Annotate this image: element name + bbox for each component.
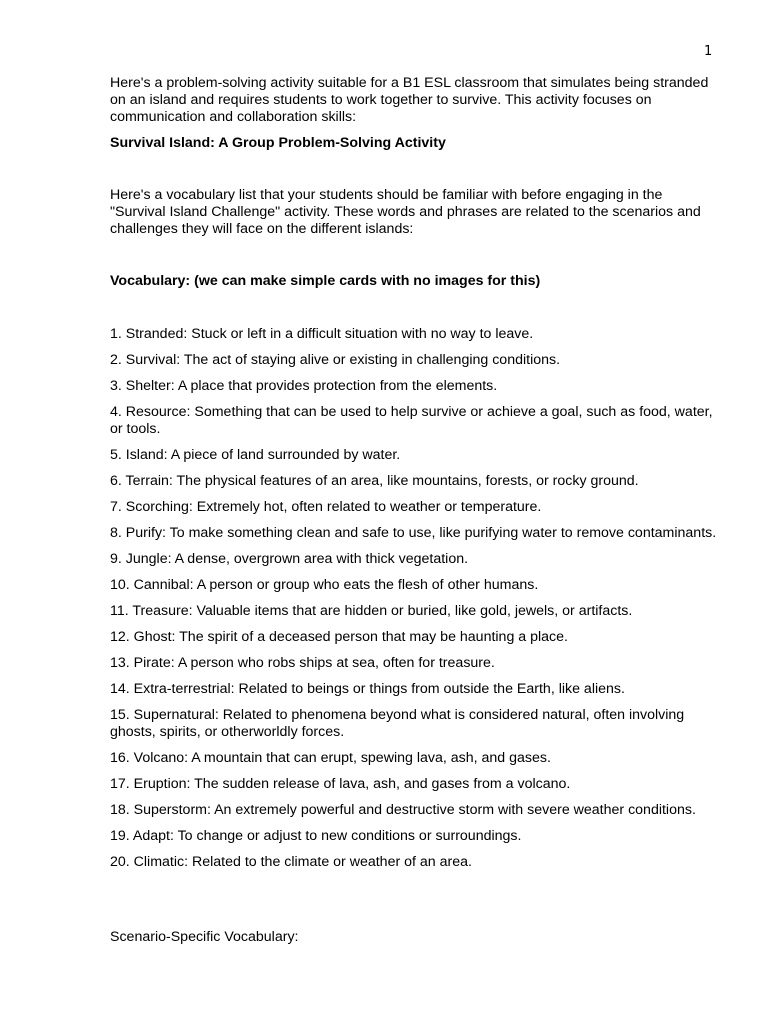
vocab-item: 18. Superstorm: An extremely powerful and destructive storm with severe weather conditions. — [110, 802, 696, 818]
vocab-item: 6. Terrain: The physical features of an area, like mountains, forests, or rocky ground. — [110, 473, 639, 489]
vocab-item: 1. Stranded: Stuck or left in a difficult situation with no way to leave. — [110, 326, 534, 342]
intro-paragraph: Here's a problem-solving activity suitable for a B1 ESL classroom that simulates being stranded on an island and requires students to work together to survive. This activity focuses on communication and collaboration skills: — [110, 75, 709, 125]
activity-title: Survival Island: A Group Problem-Solving Activity — [110, 135, 446, 151]
vocab-item: 17. Eruption: The sudden release of lava, ash, and gases from a volcano. — [110, 776, 571, 792]
page-number: 1 — [704, 44, 713, 59]
vocab-item: 3. Shelter: A place that provides protection from the elements. — [110, 378, 498, 394]
vocab-item: 2. Survival: The act of staying alive or existing in challenging conditions. — [110, 352, 561, 368]
scenario-vocabulary-heading: Scenario-Specific Vocabulary: — [110, 929, 299, 945]
vocab-item: 4. Resource: Something that can be used to help survive or achieve a goal, such as food, water, or tools. — [110, 404, 713, 437]
vocab-item: 7. Scorching: Extremely hot, often related to weather or temperature. — [110, 499, 542, 515]
vocab-item: 19. Adapt: To change or adjust to new conditions or surroundings. — [110, 828, 522, 844]
vocabulary-intro-paragraph: Here's a vocabulary list that your students should be familiar with before engaging in the "Survival Island Challenge" activity. These words and phrases are related to the scenarios and challenges they will face on the different islands: — [110, 187, 701, 237]
vocab-item: 13. Pirate: A person who robs ships at sea, often for treasure. — [110, 655, 495, 671]
vocab-item: 20. Climatic: Related to the climate or weather of an area. — [110, 854, 472, 870]
vocab-item: 12. Ghost: The spirit of a deceased person that may be haunting a place. — [110, 629, 568, 645]
vocabulary-list — [110, 326, 720, 880]
vocabulary-heading: Vocabulary: (we can make simple cards with no images for this) — [110, 273, 541, 289]
vocab-item: 16. Volcano: A mountain that can erupt, spewing lava, ash, and gases. — [110, 750, 551, 766]
vocab-item: 14. Extra-terrestrial: Related to beings or things from outside the Earth, like aliens. — [110, 681, 625, 697]
vocab-item: 10. Cannibal: A person or group who eats the flesh of other humans. — [110, 577, 539, 593]
vocab-item: 5. Island: A piece of land surrounded by water. — [110, 447, 401, 463]
vocab-item: 8. Purify: To make something clean and safe to use, like purifying water to remove contaminants. — [110, 525, 717, 541]
vocab-item: 11. Treasure: Valuable items that are hidden or buried, like gold, jewels, or artifacts. — [110, 603, 633, 619]
vocab-item: 15. Supernatural: Related to phenomena beyond what is considered natural, often involving ghosts, spirits, or otherworldly forces. — [110, 707, 685, 740]
vocab-item: 9. Jungle: A dense, overgrown area with thick vegetation. — [110, 551, 469, 567]
